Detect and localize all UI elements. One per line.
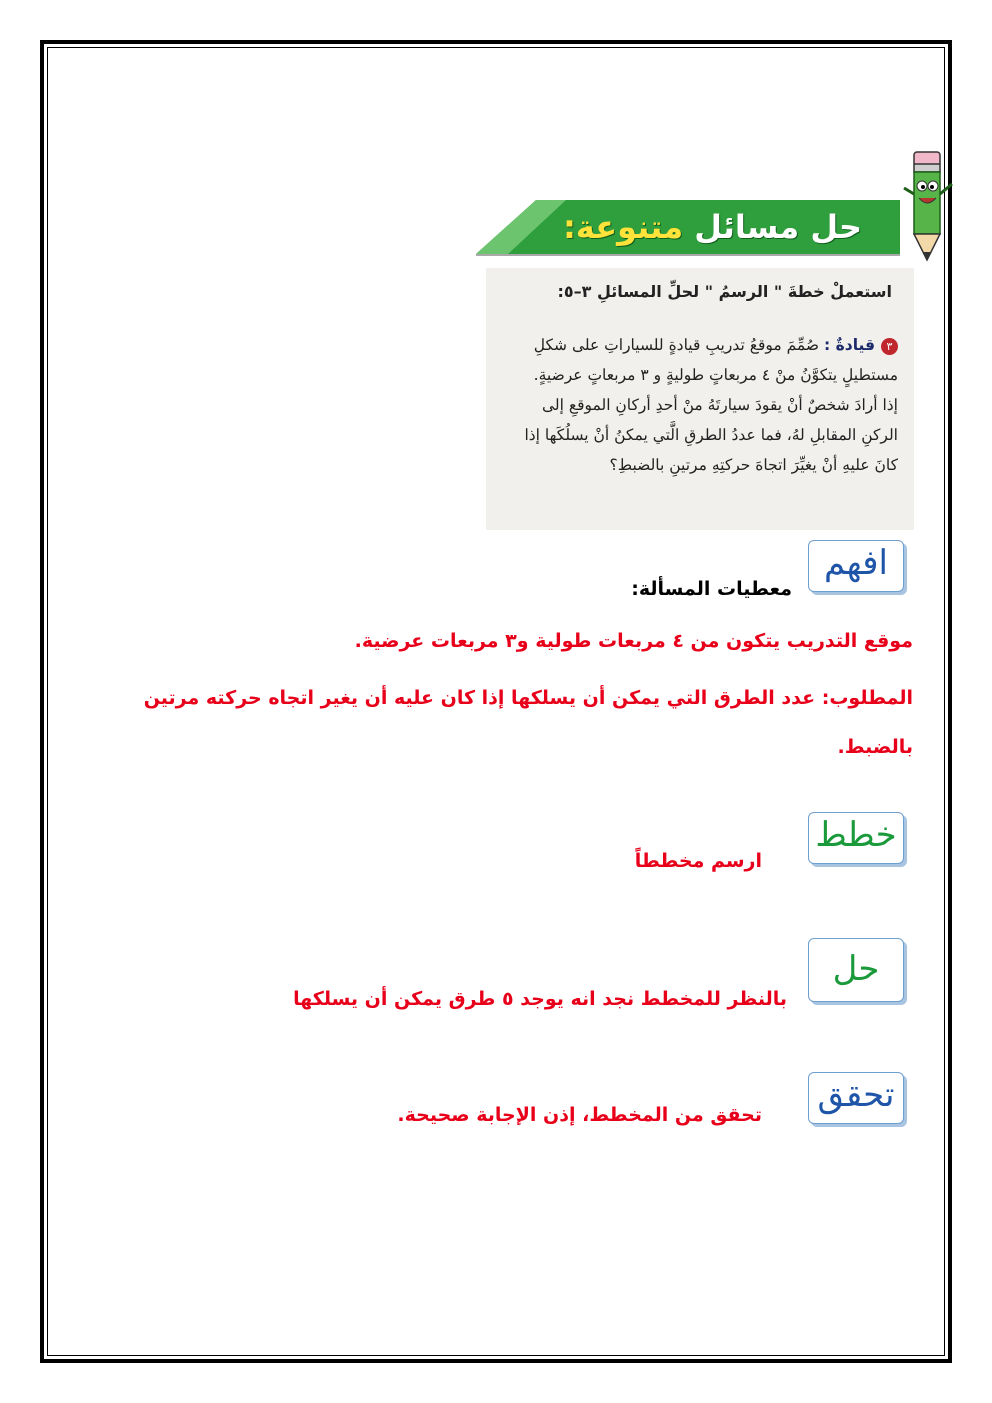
problem-line: كانَ عليهِ أنْ يغيِّرَ اتجاهَ حركتِهِ مرتينِ بالضبطِ؟ — [609, 456, 898, 474]
check-badge: تحقق — [808, 1072, 904, 1124]
understand-badge: افهم — [808, 540, 904, 592]
problem-line: مستطيلٍ يتكوَّنُ منْ ٤ مربعاتٍ طوليةٍ و ٣ مربعاتٍ عرضيةٍ. — [533, 366, 898, 384]
problem-line-text: صُمِّمَ موقعُ تدريبِ قيادةٍ للسياراتِ على شكلِ — [533, 336, 820, 354]
givens-label: معطيات المسألة: — [631, 578, 792, 600]
section-title: حل مسائل متنوعة: — [563, 208, 862, 246]
problem-line: الركنِ المقابلِ لهُ، فما عددُ الطرقِ الَّتي يمكنُ أنْ يسلُكَها إذا — [524, 426, 898, 444]
problem-line — [488, 330, 898, 360]
required-text-line1: المطلوب: عدد الطرق التي يمكن أن يسلكها إذا كان عليه أن يغير اتجاه حركته مرتين — [143, 687, 913, 709]
required-text-line2: بالضبط. — [837, 736, 913, 758]
excerpt-instruction: استعملْ خطةَ " الرسمُ " لحلِّ المسائلِ ٣–٥: — [557, 282, 892, 301]
problem-number-badge: ٣ — [881, 338, 898, 355]
check-text: تحقق من المخطط، إذن الإجابة صحيحة. — [397, 1104, 762, 1126]
givens-text: موقع التدريب يتكون من ٤ مربعات طولية و٣ مربعات عرضية. — [354, 630, 913, 652]
textbook-excerpt — [486, 268, 914, 530]
plan-text: ارسم مخططاً — [634, 850, 762, 872]
solve-badge: حل — [808, 938, 904, 1002]
pencil-mascot-icon — [900, 138, 954, 262]
problem-statement — [488, 330, 898, 480]
problem-keyword: قيادةٌ : — [824, 336, 875, 354]
solve-text: بالنظر للمخطط نجد انه يوجد ٥ طرق يمكن أن يسلكها — [293, 988, 787, 1010]
plan-badge: خطط — [808, 812, 904, 864]
problem-line: إذا أرادَ شخصٌ أنْ يقودَ سيارتَهُ منْ أحدِ أركانِ الموقعِ إلى — [541, 396, 898, 414]
